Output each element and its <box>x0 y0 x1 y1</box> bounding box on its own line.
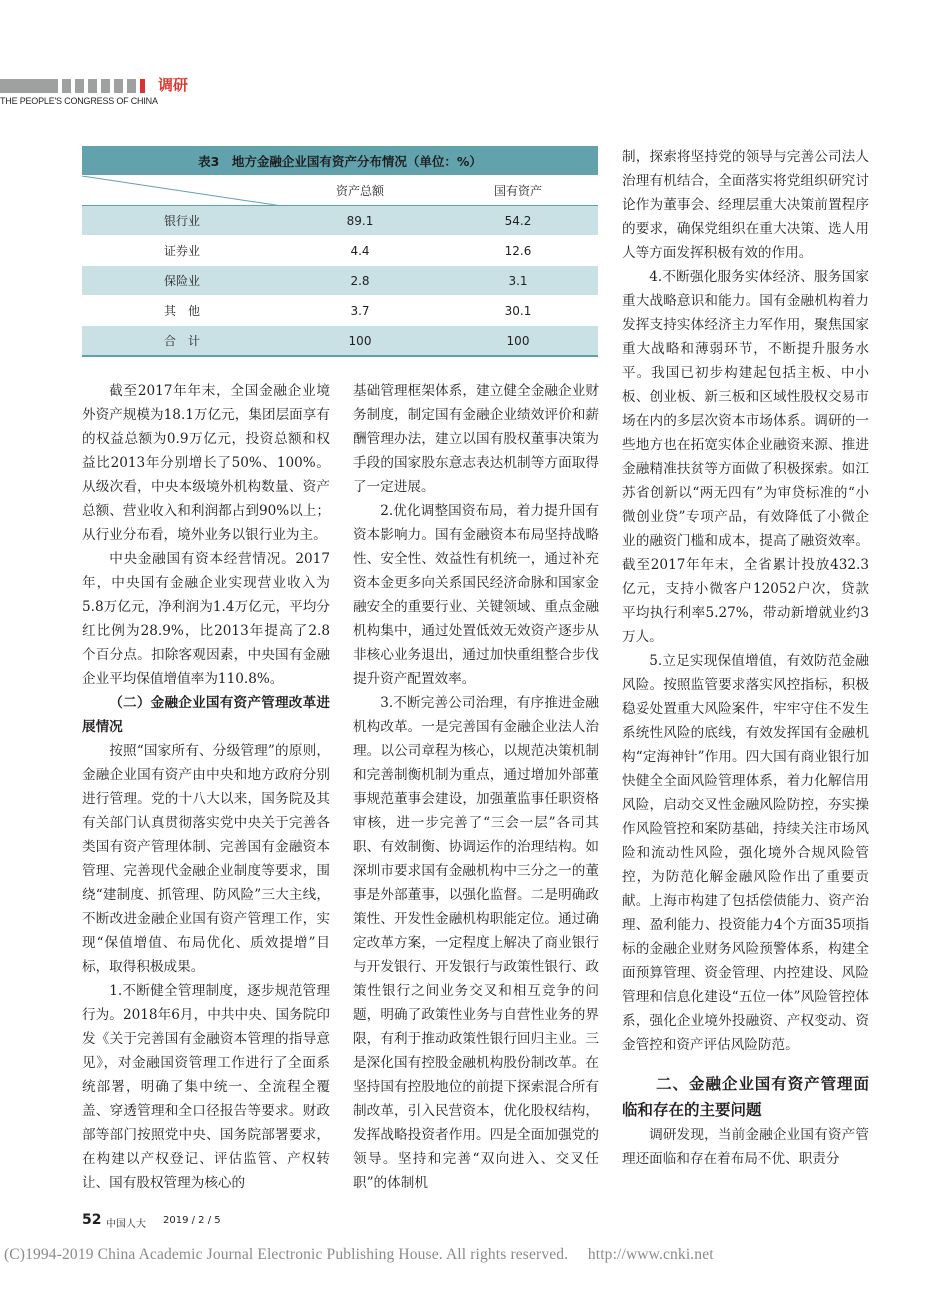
issue-date: 2019 / 2 / 5 <box>163 1215 221 1226</box>
table-cell: 89.1 <box>282 206 438 236</box>
copyright-notice: (C)1994-2019 China Academic Journal Electronic Publishing House. All rights reserved. http://www.cnki.net <box>4 1246 714 1263</box>
row-label: 保险业 <box>82 266 282 296</box>
column-header: 国有资产 <box>438 176 598 206</box>
table-row <box>82 266 598 296</box>
paragraph: 截至2017年年末，全国金融企业境外资产规模为18.1万亿元，集团层面享有的权益总额为0.9万亿元，投资总额和权益比2013年分别增长了50%、100%。从级次看，中央本级境外机构数量、资产总额、营业收入和利润都占到90%以上；从行业分布看，境外业务以银行业为主。 <box>82 383 330 543</box>
table-corner-cell <box>82 176 282 206</box>
table-cell: 100 <box>438 326 598 357</box>
table-cell: 12.6 <box>438 236 598 266</box>
paragraph: 制，探索将坚持党的领导与完善公司法人治理有机结合，全面落实将党组织研究讨论作为董事会、经理层重大决策前置程序的要求，确保党组织在重大决策、选人用人等方面发挥积极有效的作用。 <box>622 149 869 261</box>
article-column-left <box>82 379 330 1195</box>
paragraph: 中央金融国有资本经营情况。2017年，中央国有金融企业实现营业收入为5.8万亿元，净利润为1.4万亿元，平均分红比例为28.9%，比2013年提高了2.8个百分点。扣除客观因素，中央国有金融企业平均保值增值率为110.8%。 <box>82 551 330 687</box>
row-label: 其 他 <box>82 296 282 326</box>
table-cell: 4.4 <box>282 236 438 266</box>
magazine-subtitle: THE PEOPLE'S CONGRESS OF CHINA <box>0 96 158 106</box>
table-row <box>82 236 598 266</box>
header-decoration-bars <box>0 79 150 93</box>
table-row <box>82 326 598 357</box>
paragraph: 3.不断完善公司治理，有序推进金融机构改革。一是完善国有金融企业法人治理。以公司章程为核心，以规范决策机制和完善制衡机制为重点，通过增加外部董事规范董事会建设，加强董监事任职资格审核，进一步完善了“三会一层”各司其职、有效制衡、协调运作的治理结构。如深圳市要求国有金融机构中三分之一的董事是外部董事，以强化监督。二是明确政策性、开发性金融机构职能定位。通过确定改革方案，一定程度上解决了商业银行与开发银行、开发银行与政策性银行、政策性银行之间业务交叉和相互竞争的问题，明确了政策性业务与自营性业务的界限，有利于推动政策性银行回归主业。三是深化国有控股金融机构股份制改革。在坚持国有控股地位的前提下探索混合所有制改革，引入民营资本，优化股权结构，发挥战略投资者作用。四是全面加强党的领导。坚持和完善“双向进入、交叉任职”的体制机 <box>353 695 599 1191</box>
section-title: 调研 <box>158 76 189 94</box>
paragraph: 4.不断强化服务实体经济、服务国家重大战略意识和能力。国有金融机构着力发挥支持实体经济主力军作用，聚焦国家重大战略和薄弱环节，不断提升服务水平。我国已初步构建起包括主板、中小板、创业板、新三板和区域性股权交易市场在内的多层次资本市场体系。调研的一些地方也在拓宽实体企业融资来源、推进金融精准扶贫等方面做了积极探索。如江苏省创新以“两无四有”为审贷标准的“小微创业贷”专项产品，有效降低了小微企业的融资门槛和成本，提高了融资效率。截至2017年年末，全省累计投放432.3亿元，支持小微客户12052户次，贷款平均执行利率5.27%，带动新增就业约3万人。 <box>622 269 869 645</box>
table-row <box>82 296 598 326</box>
subsection-heading: （二）金融企业国有资产管理改革进展情况 <box>82 695 330 735</box>
article-column-right <box>622 145 869 1171</box>
row-label: 证券业 <box>82 236 282 266</box>
row-label: 合 计 <box>82 326 282 357</box>
table-cell: 100 <box>282 326 438 357</box>
table-cell: 54.2 <box>438 206 598 236</box>
diagonal-line-icon <box>82 176 282 206</box>
paragraph: 5.立足实现保值增值，有效防范金融风险。按照监管要求落实风控指标，积极稳妥处置重大风险案件，牢牢守住不发生系统性风险的底线，有效发挥国有金融机构“定海神针”作用。四大国有商业银行加快健全全面风险管理体系，着力化解信用风险，启动交叉性金融风险防控，夯实操作风险管控和案防基础，持续关注市场风险和流动性风险，强化境外合规风险管控，为防范化解金融风险作出了重要贡献。上海市构建了包括偿债能力、资产治理、盈利能力、投资能力4个方面35项指标的金融企业财务风险预警体系，构建全面预算管理、资金管理、内控建设、风险管理和信息化建设“五位一体”风险管控体系，强化企业境外投融资、产权变动、资金管控和资产评估风险防范。 <box>622 653 869 1053</box>
table-cell: 3.1 <box>438 266 598 296</box>
table-cell: 30.1 <box>438 296 598 326</box>
column-header: 资产总额 <box>282 176 438 206</box>
paragraph: 基础管理框架体系，建立健全金融企业财务制度，制定国有金融企业绩效评价和薪酬管理办法，建立以国有股权董事决策为手段的国家股东意志表达机制等方面取得了一定进展。 <box>353 383 599 495</box>
table-cell: 2.8 <box>282 266 438 296</box>
table-caption: 表3 地方金融企业国有资产分布情况（单位：%） <box>82 146 598 176</box>
row-label: 银行业 <box>82 206 282 236</box>
section-heading: 二、金融企业国有资产管理面临和存在的主要问题 <box>622 1075 869 1119</box>
article-column-middle <box>353 379 599 1195</box>
paragraph: 1.不断健全管理制度，逐步规范管理行为。2018年6月，中共中央、国务院印发《关于完善国有金融资本管理的指导意见》，对金融国资管理工作进行了全面系统部署，明确了集中统一、全流程全覆盖、穿透管理和全口径报告等要求。财政部等部门按照党中央、国务院部署要求，在构建以产权登记、评估监管、产权转让、国有股权管理为核心的 <box>82 983 330 1191</box>
magazine-name: 中国人大 <box>106 1219 146 1230</box>
paragraph: 调研发现，当前金融企业国有资产管理还面临和存在着布局不优、职责分 <box>622 1127 869 1167</box>
paragraph: 2.优化调整国资布局，着力提升国有资本影响力。国有金融资本布局坚持战略性、安全性、效益性有机统一，通过补充资本金更多向关系国民经济命脉和国家金融安全的重要行业、关键领域、重点金融机构集中，通过处置低效无效资产逐步从非核心业务退出，通过加快重组整合步伐提升资产配置效率。 <box>353 503 599 687</box>
table-row <box>82 206 598 236</box>
asset-distribution-table <box>82 146 598 357</box>
paragraph: 按照“国家所有、分级管理”的原则，金融企业国有资产由中央和地方政府分别进行管理。党的十八大以来，国务院及其有关部门认真贯彻落实党中央关于完善各类国有资产管理体制、完善国有金融资本管理、完善现代金融企业制度等要求，围绕“建制度、抓管理、防风险”三大主线，不断改进金融企业国有资产管理工作，实现“保值增值、布局优化、质效提增”目标，取得积极成果。 <box>82 743 330 975</box>
table-cell: 3.7 <box>282 296 438 326</box>
page-number: 52 <box>82 1212 102 1228</box>
